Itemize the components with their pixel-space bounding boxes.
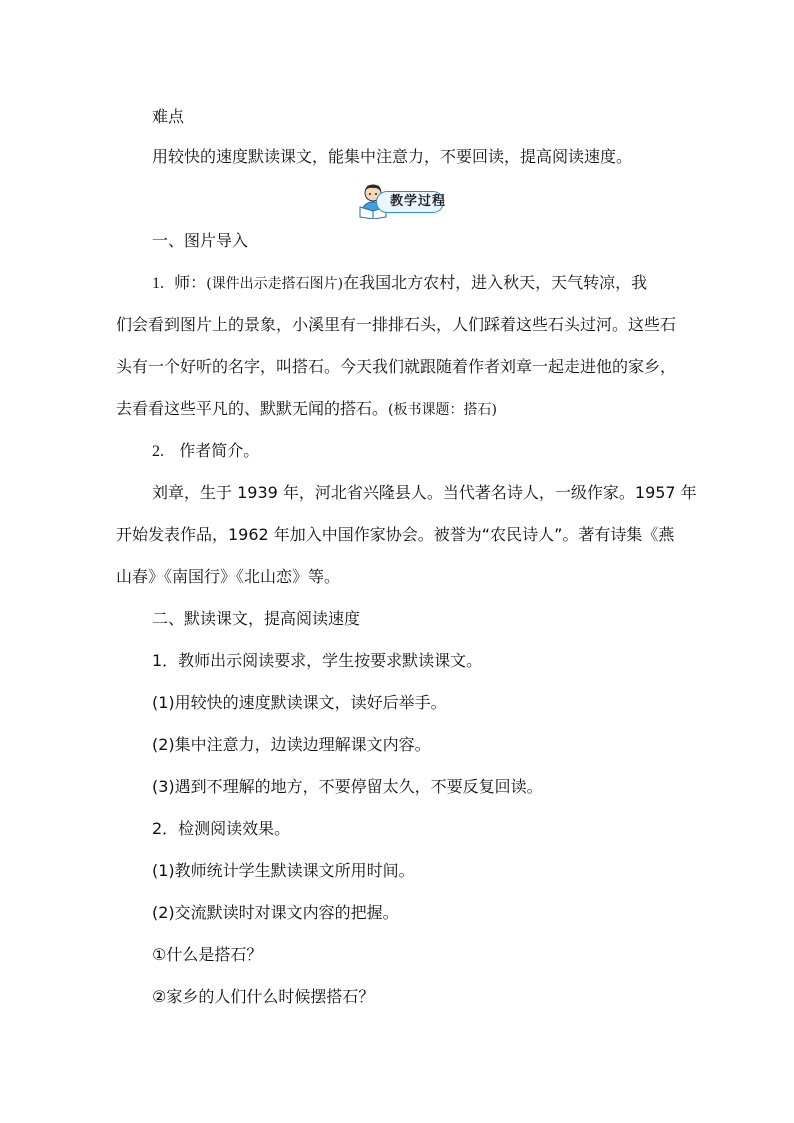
item2-text: 作者简介。 <box>179 441 260 460</box>
teaching-process-badge <box>354 183 446 217</box>
bio-line2: 开始发表作品，1962 年加入中国作家协会。被誉为“农民诗人”。著有诗集《燕 <box>116 525 675 544</box>
part2-req1: (1)用较快的速度默读课文，读好后举手。 <box>152 693 447 712</box>
bio-line1: 刘章，生于 1939 年，河北省兴隆县人。当代著名诗人，一级作家。1957 年 <box>152 483 697 502</box>
part2-req3: (3)遇到不理解的地方，不要停留太久，不要反复回读。 <box>152 777 543 796</box>
part2-title: 二、默读课文，提高阅读速度 <box>152 609 361 628</box>
part1-item1-line2: 们会看到图片上的景象，小溪里有一排排石头，人们踩着这些石头过河。这些石 <box>116 315 677 334</box>
badge-label: 教学过程 <box>390 194 447 209</box>
item1-stage-direction: (课件出示走搭石图片) <box>206 276 344 292</box>
item1-board-note: (板书课题：搭石) <box>388 402 497 418</box>
item1-number: 1. <box>152 275 164 292</box>
part1-title: 一、图片导入 <box>152 231 249 250</box>
part2-question2: ②家乡的人们什么时候摆搭石？ <box>152 987 375 1006</box>
part2-req2: (2)集中注意力，边读边理解课文内容。 <box>152 735 431 754</box>
part1-item1-line3: 头有一个好听的名字，叫搭石。今天我们就跟随着作者刘章一起走进他的家乡， <box>116 357 677 376</box>
part2-question1: ①什么是搭石？ <box>152 945 263 964</box>
bio-line3: 山春》《南国行》《北山恋》等。 <box>116 567 341 586</box>
item1-speaker: 师： <box>174 273 207 292</box>
item2-number: 2. <box>152 443 164 460</box>
difficulty-heading: 难点 <box>152 107 185 126</box>
part1-item1-line4 <box>116 398 497 421</box>
part2-check2: (2)交流默读时对课文内容的把握。 <box>152 903 399 922</box>
item1-text: 在我国北方农村，进入秋天，天气转凉，我 <box>343 273 648 292</box>
part1-item2 <box>152 440 259 463</box>
part2-step1: 1．教师出示阅读要求，学生按要求默读课文。 <box>152 651 483 670</box>
difficulty-text: 用较快的速度默读课文，能集中注意力，不要回读，提高阅读速度。 <box>152 147 633 166</box>
part2-check1: (1)教师统计学生默读课文所用时间。 <box>152 861 415 880</box>
part1-item1-line1 <box>152 272 647 295</box>
item1-line4-text: 去看看这些平凡的、默默无闻的搭石。 <box>116 399 389 418</box>
part2-step2: 2．检测阅读效果。 <box>152 819 291 838</box>
